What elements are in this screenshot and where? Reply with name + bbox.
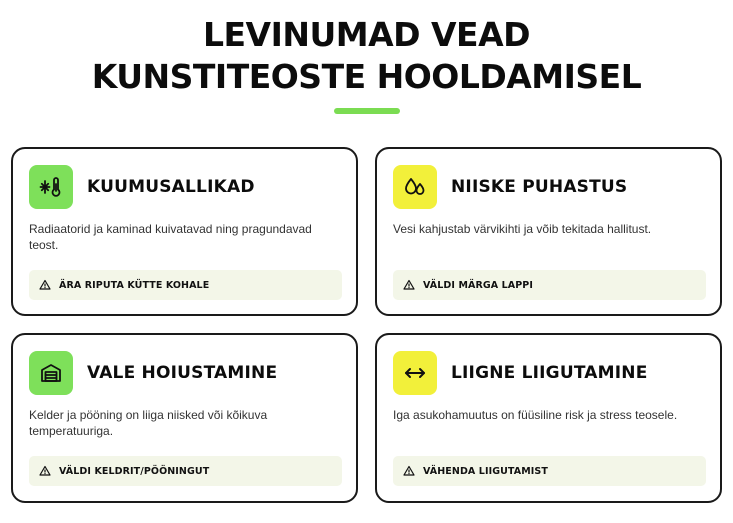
- card-title: VALE HOIUSTAMINE: [87, 363, 278, 383]
- card-title: KUUMUSALLIKAD: [87, 177, 255, 197]
- heat-snowflake-thermometer-icon: [29, 165, 73, 209]
- warning-icon: [403, 279, 415, 291]
- water-drops-icon: [393, 165, 437, 209]
- warning-icon: [39, 279, 51, 291]
- tip-banner: [29, 270, 342, 300]
- card-title: NIISKE PUHASTUS: [451, 177, 628, 197]
- tip-banner: [29, 456, 342, 486]
- tip-label: VÄLDI MÄRGA LAPPI: [423, 279, 533, 291]
- card-heat-sources: [11, 147, 358, 316]
- tip-banner: [393, 270, 706, 300]
- card-excessive-moving: [375, 333, 722, 503]
- tip-label: VÄLDI KELDRIT/PÖÖNINGUT: [59, 465, 210, 477]
- card-damp-cleaning: [375, 147, 722, 316]
- storage-garage-icon: [29, 351, 73, 395]
- tip-label: VÄHENDA LIIGUTAMIST: [423, 465, 548, 477]
- title-accent-underline: [334, 108, 400, 114]
- warning-icon: [403, 465, 415, 477]
- card-description: Vesi kahjustab värvikihti ja võib tekitada hallitust.: [393, 222, 652, 236]
- card-wrong-storage: [11, 333, 358, 503]
- page-title-line-1: LEVINUMAD VEAD: [202, 15, 531, 54]
- tip-label: ÄRA RIPUTA KÜTTE KOHALE: [59, 279, 210, 291]
- card-title: LIIGNE LIIGUTAMINE: [451, 363, 648, 383]
- warning-icon: [39, 465, 51, 477]
- card-description: Radiaatorid ja kaminad kuivatavad ning pragundavad teost.: [29, 222, 312, 252]
- card-description: Iga asukohamuutus on füüsiline risk ja stress teosele.: [393, 408, 678, 422]
- horizontal-arrows-icon: [393, 351, 437, 395]
- page-title: [0, 14, 733, 98]
- page-title-line-2: KUNSTITEOSTE HOOLDAMISEL: [91, 57, 642, 96]
- card-description: Kelder ja pööning on liiga niisked või kõikuva temperatuuriga.: [29, 408, 268, 438]
- tip-banner: [393, 456, 706, 486]
